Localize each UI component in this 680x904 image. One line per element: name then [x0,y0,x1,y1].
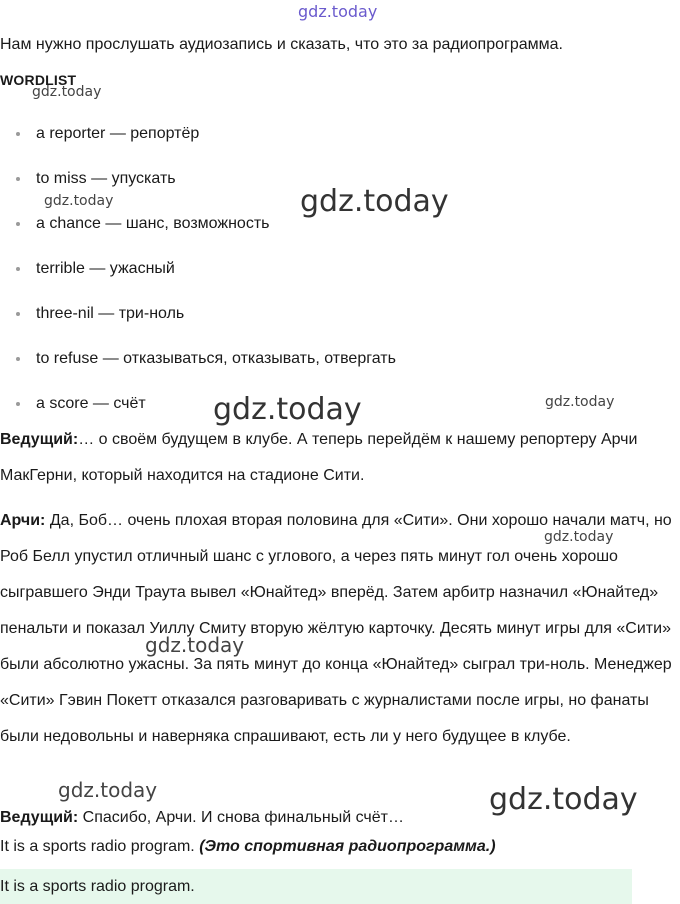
watermark: gdz.today [545,394,615,410]
speaker-archie: Арчи: [0,512,46,529]
dialogue-host-2: Ведущий: Спасибо, Арчи. И снова финальный счёт… [0,809,404,826]
list-item: three-nil — три-ноль [0,290,396,335]
watermark: gdz.today [58,778,158,802]
intro-text: Нам нужно прослушать аудиозапись и сказать, что это за радиопрограмма. [0,36,563,53]
bullet-icon [16,402,20,406]
speaker-host: Ведущий: [0,431,79,448]
answer-english: It is a sports radio program. [0,838,195,855]
watermark: gdz.today [32,84,102,100]
list-item: terrible — ужасный [0,245,396,290]
answer-line [0,838,496,856]
bullet-icon [16,357,20,361]
bullet-icon [16,177,20,181]
list-item: to refuse — отказываться, отказывать, отвергать [0,335,396,380]
watermark: gdz.today [213,392,362,427]
speaker-host: Ведущий: [0,809,79,826]
answer-translation: (Это спортивная радиопрограмма.) [199,838,496,855]
bullet-icon [16,267,20,271]
watermark: gdz.today [489,782,638,817]
watermark-top: gdz.today [298,2,378,21]
watermark: gdz.today [145,633,245,657]
bullet-icon [16,222,20,226]
list-item: to miss — упускать [0,155,396,200]
list-item: a score — счёт [0,380,396,425]
watermark: gdz.today [44,193,114,209]
list-item: a reporter — репортёр [0,110,396,155]
dialogue-host-1: Ведущий:… о своём будущем в клубе. А теперь перейдём к нашему репортеру Арчи МакГерни, который находится на стадионе Сити. [0,431,638,484]
watermark: gdz.today [300,184,449,219]
answer-highlight: It is a sports radio program. [0,869,632,904]
watermark: gdz.today [544,529,614,545]
list-item: a chance — шанс, возможность [0,200,396,245]
dialogue-archie: Арчи: Да, Боб… очень плохая вторая половина для «Сити». Они хорошо начали матч, но Роб Белл упустил отличный шанс с углового, а через пять минут гол очень хорошо сыгравшего Энди Траута вывел «Юнайтед» вперёд. Затем арбитр назначил «Юнайтед» пенальти и показал Уиллу Смиту вторую жёлтую карточку. Десять минут игры для «Сити» были абсолютно ужасны. За пять минут до конца «Юнайтед» сыграл три-ноль. Менеджер «Сити» Гэвин Покетт отказался разговаривать с журналистами после игры, но фанаты были недовольны и наверняка спрашивают, есть ли у него будущее в клубе. [0,512,672,745]
bullet-icon [16,132,20,136]
bullet-icon [16,312,20,316]
wordlist [0,110,396,425]
wordlist-heading: WORDLIST [0,72,77,88]
